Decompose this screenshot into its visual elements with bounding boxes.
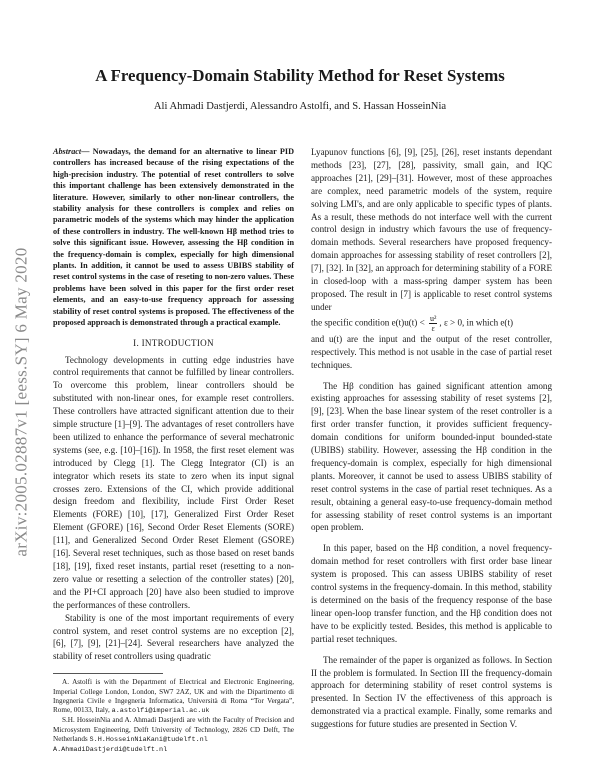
right-paragraph-1-end: and u(t) are the input and the output of the reset controller, respectively. This method is not usable in the case of partial reset techniques. — [311, 333, 552, 370]
fraction-numerator: u² — [430, 313, 437, 323]
intro-paragraph-2: Stability is one of the most important requirements of every control system, and reset control systems are no exception [2], [6], [7], [9], [21]–[24]. Several researchers have analyzed the stability of reset controllers using quadratic — [53, 612, 294, 662]
footnote-tudelft-text: S.H. HosseinNia and A. Ahmadi Dastjerdi are with the Faculty of Precision and Microsystem Engineering, Delft University of Technology, 2826 CD Delft, The Netherlands — [53, 716, 294, 744]
equation-prefix: the specific condition — [311, 317, 390, 328]
footnote-email-line — [53, 745, 294, 755]
abstract — [53, 146, 294, 329]
footnotes — [53, 678, 294, 755]
section-heading-introduction: I. INTRODUCTION — [133, 337, 214, 348]
paper-title: A Frequency-Domain Stability Method for Reset Systems — [95, 66, 505, 85]
footnote-astolfi: A. Astolfi is with the Department of Electrical and Electronic Engineering, Imperial College London, London, SW7 2AZ, UK and with the Dipartimento di Ingegneria Civile e Ingegneria Informatica, Università di Roma “Tor Vergata”, Rome, 00133, Italy, a.astolfi@imperial.ac.uk — [53, 678, 294, 716]
equation-fraction — [429, 314, 437, 333]
email-astolfi[interactable]: a.astolfi@imperial.ac.uk — [111, 707, 210, 716]
footnote-divider — [53, 673, 163, 674]
right-paragraph-2: The Hβ condition has gained significant attention among existing approaches for assessing stability of reset systems [2], [9], [23]. When the base linear system of the reset controller is a first order transfer function, it provides sufficient frequency-domain conditions for uniform bounded-input bounded-state (UBIBS) stability. However, assessing the Hβ condition in the frequency-domain is complex, especially for high dimensional plants. Moreover, it cannot be used to assess UBIBS stability of reset control systems in the case of partial reset techniques. As a result, obtaining a general easy-to-use frequency-domain method for assessing stability of reset control systems is an important open problem. — [311, 380, 552, 533]
equation-lhs: e(t)u(t) < — [391, 317, 425, 328]
email-dastjerdi[interactable]: A.AhmadiDastjerdi@tudelft.nl — [53, 746, 168, 755]
inline-equation-line — [311, 314, 552, 333]
footnote-tudelft — [53, 716, 294, 745]
right-paragraph-4: The remainder of the paper is organized as follows. In Section II the problem is formulated. In Section III the frequency-domain approach for determining stability of reset control systems is presented. In Section IV the effectiveness of this approach is demonstrated via a practical example. Finally, some remarks and suggestions for future studies are presented in Section V. — [311, 654, 552, 730]
arxiv-watermark — [12, 222, 32, 582]
right-paragraph-3: In this paper, based on the Hβ condition, a novel frequency-domain method for reset controllers with first order base linear system is proposed. This can assess UBIBS stability of reset control systems in the frequency-domain. In this method, stability is determined on the basis of the frequency response of the base linear open-loop transfer function, and the Hβ condition does not have to be explicitly tested. Besides, this method is applicable to partial reset techniques. — [311, 543, 552, 644]
arxiv-id: arXiv:2005.02887v1 [eess.SY] 6 May 2020 — [12, 247, 32, 557]
right-column — [311, 146, 552, 731]
equation-suffix: , ε > 0, in which e(t) — [439, 317, 514, 328]
paper-authors: Ali Ahmadi Dastjerdi, Alessandro Astolfi, and S. Hassan HosseinNia — [153, 101, 447, 112]
left-column — [53, 146, 294, 756]
intro-paragraph-1: Technology developments in cutting edge industries have control requirements that cannot be fulfilled by linear controllers. To overcome this problem, linear controllers should be substituted with non-linear ones, for example reset controllers. These controllers have attracted significant attention due to their simple structure [1]–[9]. The advantages of reset controllers have been utilized to enhance the performance of several mechatronic systems (see, e.g. [10]–[16]). In 1958, the first reset element was introduced by Clegg [1]. The Clegg Integrator (CI) is an integrator which resets its state to zero when its input signal crosses zero. Extensions of the CI, which provide additional design freedom and flexibility, include First Order Reset Elements (FORE) [10], [17], Generalized First Order Reset Element (GFORE) [16], Second Order Reset Elements (SORE) [11], and Generalized Second Order Reset Element (GSORE) [16]. Several reset techniques, such as those based on reset bands [18], [19], fixed reset instants, partial reset (resetting to a non-zero value or resetting a selection of the controller states) [20], and the PI+CI approach [20] have also been studied to improve the performances of these controllers. — [53, 354, 294, 610]
right-paragraph-1: Lyapunov functions [6], [9], [25], [26], reset instants dependant methods [23], [27], [28], passivity, small gain, and IQC approaches [21], [29]–[31]. However, most of these approaches are complex, need parametric models of the system, require solving LMI's, and are only applicable to specific types of plants. As a result, these methods do not interface well with the current control design in industry which favours the use of frequency-domain methods. Several researchers have proposed frequency-domain approaches for assessing stability of reset controllers [2], [7], [32]. In [32], an approach for determining stability of a FORE in closed-loop with a mass-spring damper system has been proposed. The result in [7] is applicable to reset control systems under — [311, 147, 552, 312]
abstract-lead: Abstract — [53, 147, 82, 156]
fraction-denominator: ε — [431, 323, 435, 333]
email-hosseinnia[interactable]: S.H.HosseinNiaKani@tudelft.nl — [89, 736, 208, 745]
abstract-body: — Nowadays, the demand for an alternative to linear PID controllers has increased because of the rising expectations of the high-precision industry. The potential of reset controllers to solve this important challenge has been extensively demonstrated in the literature. However, similarly to other non-linear controllers, the stability analysis for these controllers is complex and relies on parametric models of the systems which may hinder the application of these controllers in industry. The well-known Hβ method tries to solve this significant issue. However, assessing the Hβ condition in the frequency-domain is complex, especially for high dimensional plants. In addition, it cannot be used to assess UBIBS stability of reset control systems in the case of reseting to non-zero values. These problems have been solved in this paper for the first order reset elements, and an easy-to-use frequency approach for assessing stability of reset control systems is proposed. The effectiveness of the proposed approach is demonstrated through a practical example. — [53, 147, 294, 328]
footnote-astolfi-text: A. Astolfi is with the Department of Electrical and Electronic Engineering, Imperial College London, London, SW7 2AZ, UK and with the Dipartimento di Ingegneria Civile e Ingegneria Informatica, Università di Roma “Tor Vergata”, Rome, 00133, Italy — [53, 678, 294, 715]
